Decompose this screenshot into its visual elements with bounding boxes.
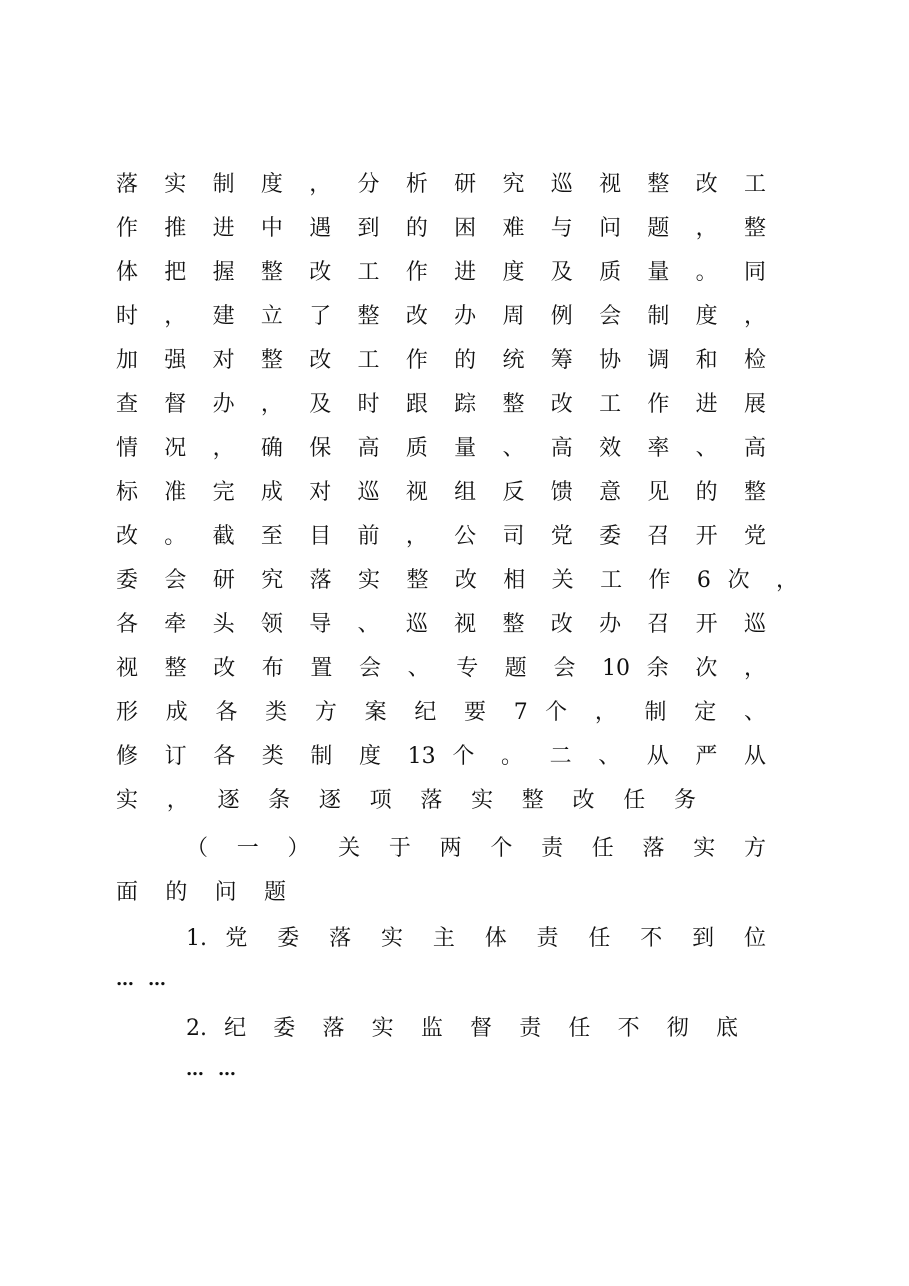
body-line-13: 形 成 各 类 方 案 纪 要 7 个 ， 制 定 、 xyxy=(116,700,766,725)
section-heading-line-2: 面 的 问 题 xyxy=(116,880,286,905)
list-item-2-ellipsis: …… xyxy=(186,1059,250,1080)
section-heading-line-1: （ 一 ） 关 于 两 个 责 任 落 实 方 xyxy=(186,836,766,861)
body-line-9: 改 。 截 至 目 前 ， 公 司 党 委 召 开 党 xyxy=(116,524,766,549)
body-line-3: 体 把 握 整 改 工 作 进 度 及 质 量 。 同 xyxy=(116,260,766,285)
body-line-7: 情 况 ， 确 保 高 质 量 、 高 效 率 、 高 xyxy=(116,436,766,461)
body-line-15: 实 ， 逐 条 逐 项 落 实 整 改 任 务 xyxy=(116,788,696,813)
body-line-14: 修 订 各 类 制 度 13 个 。 二 、 从 严 从 xyxy=(116,744,766,769)
body-line-2: 作 推 进 中 遇 到 的 困 难 与 问 题 ， 整 xyxy=(116,216,766,241)
body-line-8: 标 准 完 成 对 巡 视 组 反 馈 意 见 的 整 xyxy=(116,480,766,505)
body-line-4: 时 ， 建 立 了 整 改 办 周 例 会 制 度 ， xyxy=(116,304,766,329)
body-line-5: 加 强 对 整 改 工 作 的 统 筹 协 调 和 检 xyxy=(116,348,766,373)
body-line-10: 委 会 研 究 落 实 整 改 相 关 工 作 6 次 ， xyxy=(116,568,798,593)
body-line-11: 各 牵 头 领 导 、 巡 视 整 改 办 召 开 巡 xyxy=(116,612,766,637)
list-item-2: 2. 纪 委 落 实 监 督 责 任 不 彻 底 xyxy=(186,1016,738,1041)
list-item-1-ellipsis: …… xyxy=(116,969,180,990)
body-line-12: 视 整 改 布 置 会 、 专 题 会 10 余 次 ， xyxy=(116,656,766,681)
body-line-6: 查 督 办 ， 及 时 跟 踪 整 改 工 作 进 展 xyxy=(116,392,766,417)
body-line-1: 落 实 制 度 ， 分 析 研 究 巡 视 整 改 工 xyxy=(116,172,766,197)
list-item-1: 1. 党 委 落 实 主 体 责 任 不 到 位 xyxy=(186,926,766,951)
